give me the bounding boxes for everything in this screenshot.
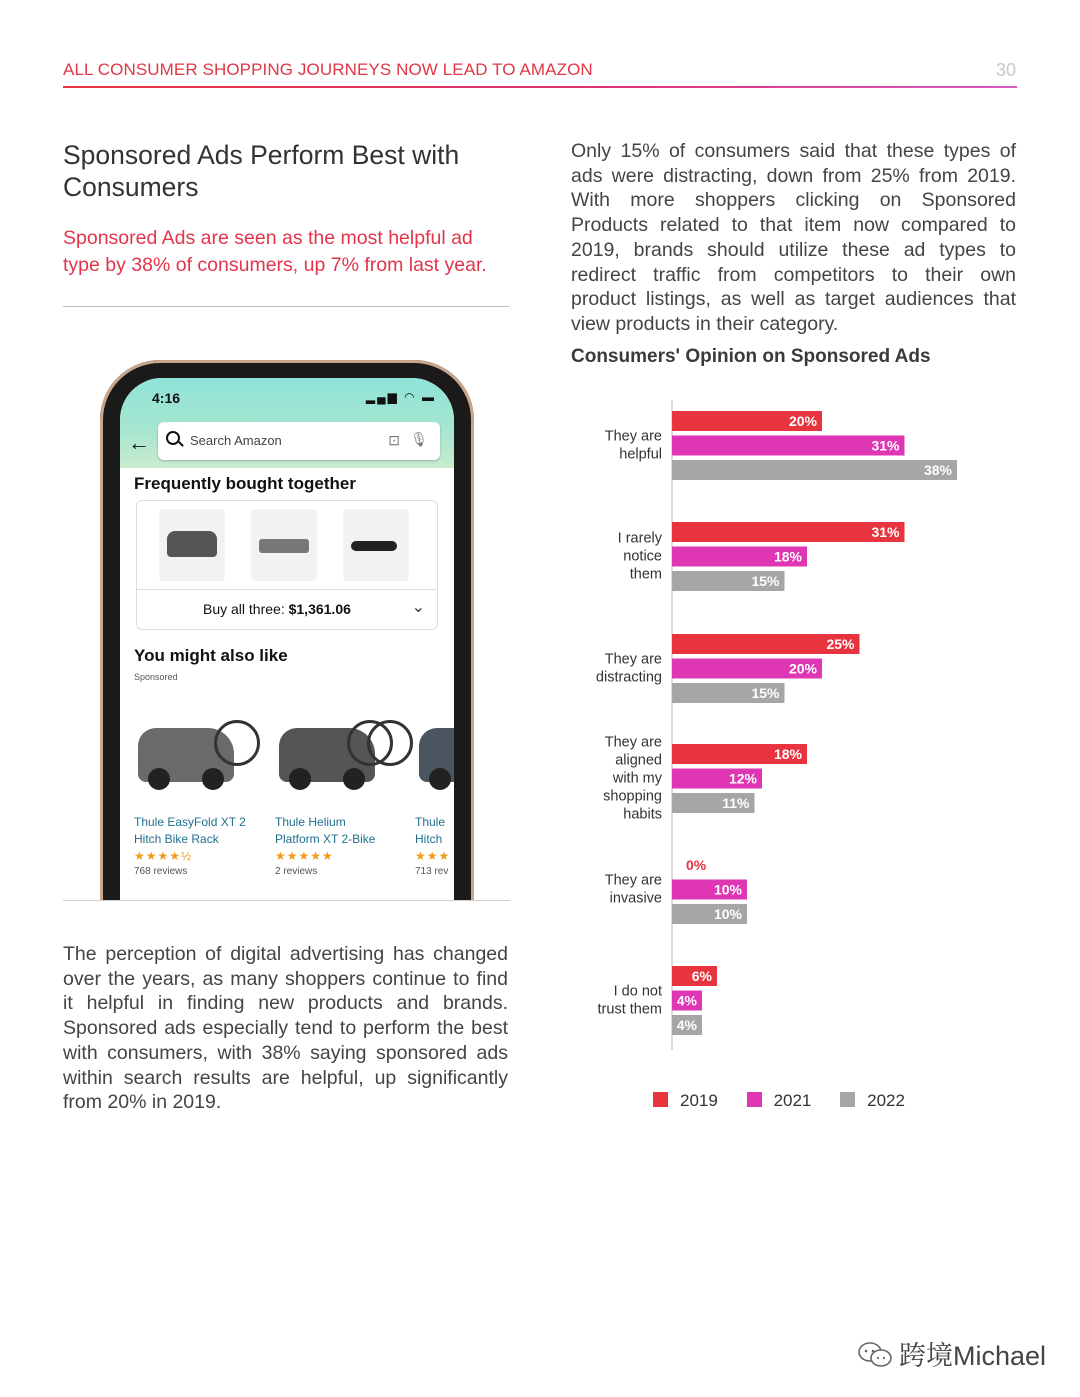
signal-wifi-battery-icon: ▂▄▆ ◠ ▬ <box>365 390 436 404</box>
legend-swatch <box>747 1092 762 1107</box>
data-label: 15% <box>751 685 780 701</box>
search-placeholder: Search Amazon <box>190 433 282 448</box>
ymal-title: You might also like <box>134 646 288 665</box>
body-paragraph-left: The perception of digital advertising has changed over the years, as many shoppers continue to find it helpful in finding new products and brands. Sponsored ads especially tend to perform the best with consumers, with 38% saying sponsored ads within search results are helpful, up significantly from 20% in 2019. <box>63 943 508 1114</box>
data-label: 0% <box>686 857 707 873</box>
product-name[interactable]: Thule Hitch <box>415 815 446 846</box>
bar-2019 <box>672 522 905 542</box>
category-label: They are distracting <box>595 651 662 686</box>
data-label: 12% <box>728 770 757 787</box>
fbt-separator <box>137 589 437 590</box>
app-header <box>120 378 454 468</box>
category-label: They are invasive <box>604 872 662 907</box>
product-name[interactable]: Thule EasyFold XT 2 Hitch Bike Rack <box>134 815 246 846</box>
category-label: I do not trust them <box>597 983 662 1018</box>
data-label: 18% <box>773 746 802 762</box>
legend-item-2019: 2019 <box>653 1091 718 1110</box>
product-card[interactable] <box>275 714 405 880</box>
fbt-title: Frequently bought together <box>134 474 356 493</box>
data-label: 4% <box>676 992 697 1009</box>
review-count: 768 reviews <box>134 866 188 877</box>
buy-all-label: Buy all three: <box>203 601 285 617</box>
category-label: They are helpful <box>604 428 662 463</box>
watermark-text: 跨境Michael <box>898 1341 1046 1371</box>
data-label: 38% <box>923 462 952 478</box>
legend-swatch <box>840 1092 855 1107</box>
star-rating: ★★★ <box>415 849 451 863</box>
product-thumbnail-lock[interactable] <box>343 509 409 581</box>
product-name[interactable]: Thule Helium Platform XT 2-Bike <box>275 815 376 846</box>
bar-2021 <box>672 436 905 456</box>
section-heading: Sponsored Ads Perform Best with Consumers <box>63 140 460 202</box>
data-label: 31% <box>871 524 900 540</box>
camera-icon[interactable]: ⊡ <box>388 432 400 448</box>
search-bar[interactable] <box>158 422 440 460</box>
status-time: 4:16 <box>152 390 181 406</box>
data-label: 10% <box>713 881 742 898</box>
data-label: 11% <box>722 795 750 811</box>
data-label: 18% <box>773 548 802 565</box>
star-rating: ★★★★½ <box>134 849 193 863</box>
page-number: 30 <box>995 60 1016 80</box>
buy-all-row[interactable] <box>203 601 351 617</box>
legend-item-2021: 2021 <box>747 1091 812 1110</box>
data-label: 31% <box>871 437 900 454</box>
product-card[interactable] <box>134 714 264 880</box>
review-count: 713 rev <box>415 866 449 877</box>
watermark <box>857 1334 1046 1373</box>
data-label: 15% <box>751 573 780 589</box>
legend-item-2022: 2022 <box>840 1091 905 1110</box>
phone-frame <box>100 360 474 901</box>
search-icon <box>166 431 180 445</box>
review-count: 2 reviews <box>275 866 318 877</box>
chevron-down-icon[interactable]: ⌄ <box>411 599 425 616</box>
back-arrow-icon[interactable]: ← <box>128 430 150 455</box>
sponsored-label: Sponsored <box>134 672 178 682</box>
phone-mockup <box>100 360 474 901</box>
data-label: 20% <box>788 413 817 429</box>
bar-2022 <box>672 460 957 480</box>
data-label: 25% <box>826 636 855 652</box>
data-label: 20% <box>788 660 817 677</box>
product-thumbnail-car-rack[interactable] <box>159 509 225 581</box>
product-thumbnail-rack[interactable] <box>251 509 317 581</box>
chart-title: Consumers' Opinion on Sponsored Ads <box>571 346 931 367</box>
product-card[interactable] <box>415 714 454 880</box>
bar-chart <box>560 390 1020 1130</box>
data-label: 4% <box>676 1017 697 1033</box>
header-rule <box>63 86 1017 88</box>
body-paragraph-right: Only 15% of consumers said that these types of ads were distracting, down from 25% from 2019. With more shoppers clicking on Sponsored Products related to that item now compared to 2019, brands should utilize these ad types to redirect traffic from competitors to their own product listings, as well as target audiences that view products in their category. <box>571 140 1016 335</box>
image-bottom-rule <box>63 900 510 901</box>
category-label: I rarely notice them <box>617 530 662 583</box>
header-title: ALL CONSUMER SHOPPING JOURNEYS NOW LEAD TO AMAZON <box>63 60 593 79</box>
section-subheading: Sponsored Ads are seen as the most helpful ad type by 38% of consumers, up 7% from last year. <box>63 227 487 276</box>
data-label: 6% <box>691 968 712 984</box>
legend-swatch <box>653 1092 668 1107</box>
chart-legend <box>653 1091 929 1111</box>
category-label: They are aligned with my shopping habits <box>603 734 662 823</box>
phone-screen <box>120 378 454 901</box>
product-image[interactable] <box>275 714 401 800</box>
star-rating: ★★★★★ <box>275 849 334 863</box>
fbt-box <box>136 500 438 630</box>
chat-bubbles-icon <box>857 1340 893 1370</box>
divider <box>63 306 509 307</box>
product-image[interactable] <box>134 714 260 800</box>
data-label: 10% <box>713 906 742 922</box>
microphone-icon[interactable]: 🎙 <box>410 431 428 447</box>
buy-all-price: $1,361.06 <box>288 601 351 617</box>
product-image[interactable] <box>415 714 454 800</box>
